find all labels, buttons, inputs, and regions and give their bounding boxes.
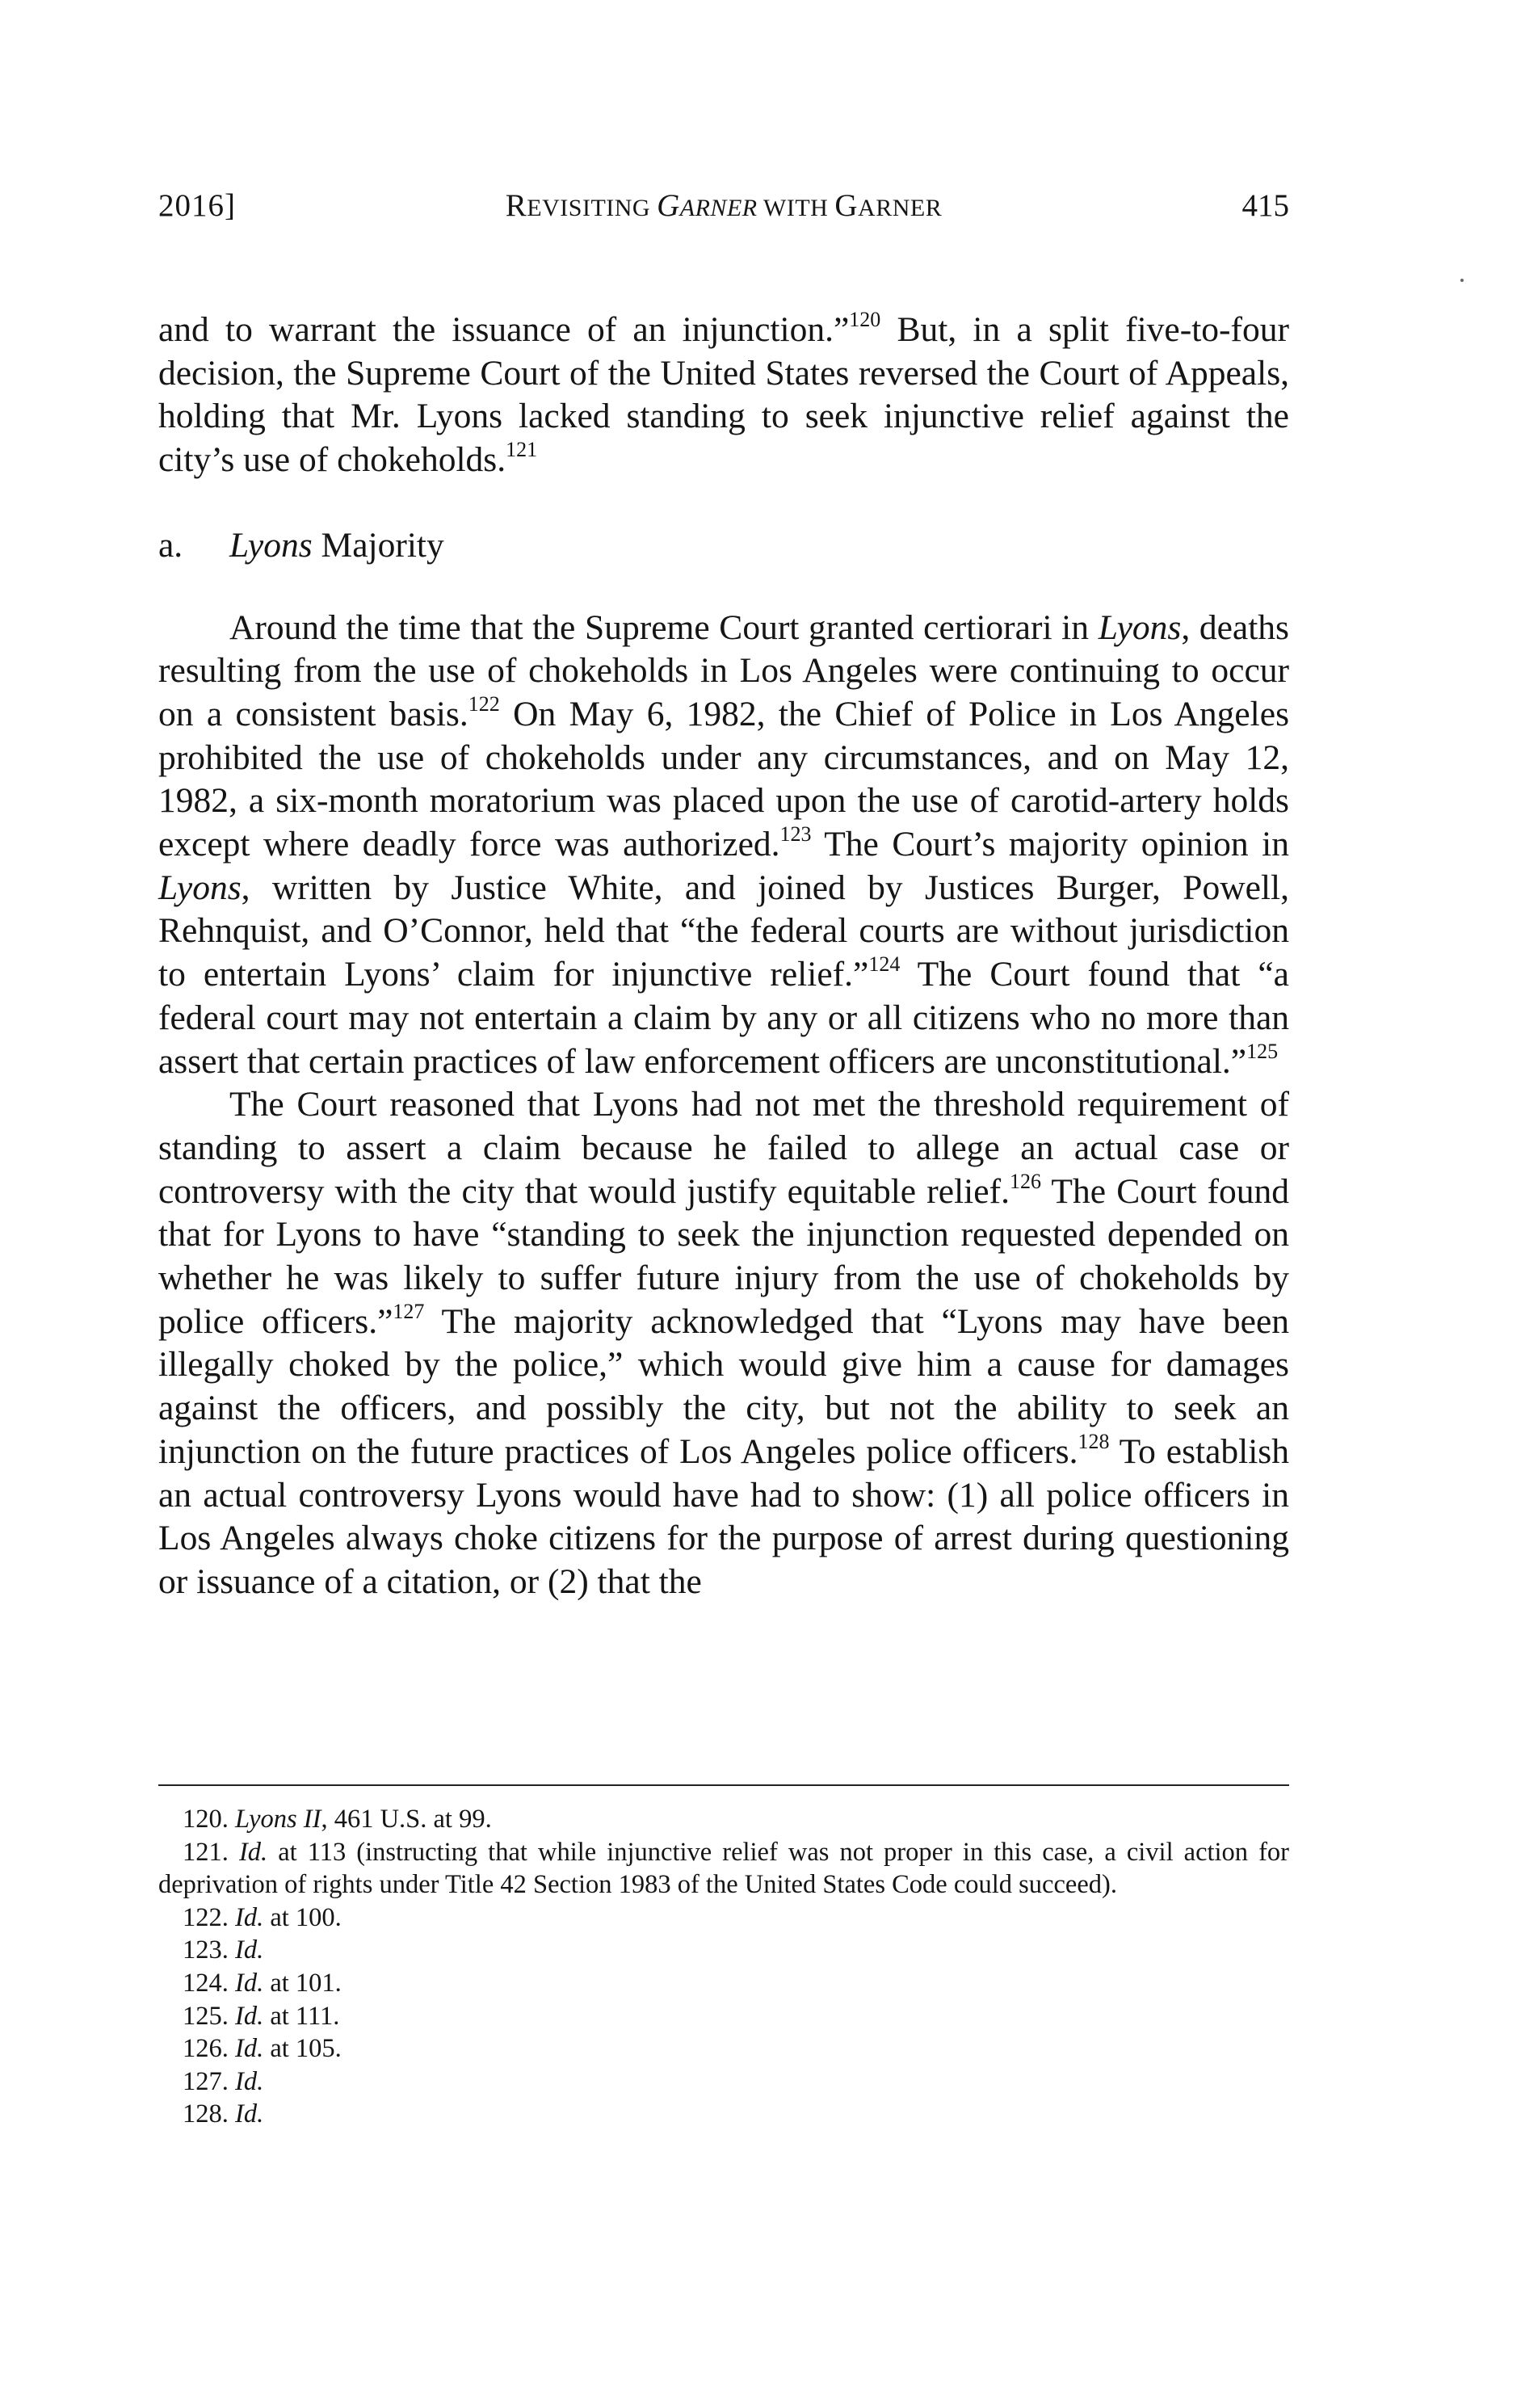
footnote-ref: 128 — [1078, 1429, 1110, 1453]
paragraph-3: The Court reasoned that Lyons had not met the threshold requirement of standing to assert a claim because he failed to allege an actual case or controversy with the city that would justify equitable relief.$^{126}$ The Court found that for Lyons to have “standing to seek the injunction requested depended on whether he was likely to suffer future injury from the use of chokeholds by police officers.”$^{127}$ The majority acknowledged that “Lyons may have been illegally choked by the police,” which would give him a cause for damages against the officers, and possibly the city, but not the ability to seek an injunction on the future practices of Los Angeles police officers.$^{128}$ To establish an actual controversy Lyons would have had to show: (1) all police officers in Los Angeles always choke citizens for the purpose of arrest during questioning or issuance of a citation, or (2) that the — [158, 1085, 1289, 1601]
footnote: 124. Id. at 101. — [183, 1968, 342, 1998]
footnote-ref: 124 — [868, 952, 901, 977]
footnote-ref: 127 — [393, 1299, 425, 1323]
footnote-ref: 125 — [1246, 1039, 1279, 1063]
scan-speck — [1460, 279, 1464, 282]
footnote-ref: 126 — [1009, 1169, 1041, 1193]
running-header — [158, 187, 1289, 236]
footnote-ref: 123 — [779, 822, 812, 847]
footnote-divider — [158, 1784, 1289, 1786]
footnote: 123. Id. — [183, 1935, 264, 1965]
header-year: 2016] — [158, 188, 236, 223]
paragraph-2: Around the time that the Supreme Court granted certiorari in Lyons, deaths resulting from the use of chokeholds in Los Angeles were continuing to occur on a consistent basis.$^{122}$ On May 6, 1982, the Chief of Police in Los Angeles prohibited the use of chokeholds under any circumstances, and on May 12, 1982, a six-month moratorium was placed upon the use of carotid-artery holds except where deadly force was authorized.$^{123}$ The Court’s majority opinion in Lyons, written by Justice White, and joined by Justices Burger, Powell, Rehnquist, and O’Connor, held that “the federal courts are without jurisdiction to entertain Lyons’ claim for injunctive relief.”$^{124}$ The Court found that “a federal court may not entertain a claim by any or all citizens who no more than assert that certain practices of law enforcement officers are unconstitutional.”$^{125}$ — [158, 607, 1289, 1081]
footnotes — [158, 1803, 1289, 2131]
footnote: 126. Id. at 105. — [183, 2034, 342, 2064]
footnote-ref: 122 — [468, 691, 500, 716]
footnote: 127. Id. — [183, 2066, 264, 2096]
paragraph-1: and to warrant the issuance of an injunction.”$^{120}$ But, in a split five-to-four decision, the Supreme Court of the United States reversed the Court of Appeals, holding that Mr. Lyons lacked standing to seek injunctive relief against the city’s use of chokeholds.$^{121}$ — [158, 308, 1289, 480]
footnote-ref: 121 — [506, 438, 538, 462]
page-number: 415 — [1241, 188, 1289, 223]
footnote: 128. Id. — [183, 2099, 264, 2129]
header-title: REVISITING GARNER WITH GARNER — [505, 188, 943, 223]
footnote: 122. Id. at 100. — [183, 1902, 342, 1932]
footnote: 120. Lyons II, 461 U.S. at 99. — [183, 1805, 492, 1834]
body-text — [158, 309, 1289, 1604]
footnote: 125. Id. at 111. — [183, 2001, 340, 2031]
footnote: 121. Id. at 113 (instructing that while injunctive relief was not proper in this case, a civil action for deprivation of rights under Title 42 Section 1983 of the United States Code could succeed). — [158, 1837, 1290, 1900]
footnote-ref: 120 — [849, 308, 881, 331]
section-heading: a. Lyons Majority — [158, 525, 444, 565]
